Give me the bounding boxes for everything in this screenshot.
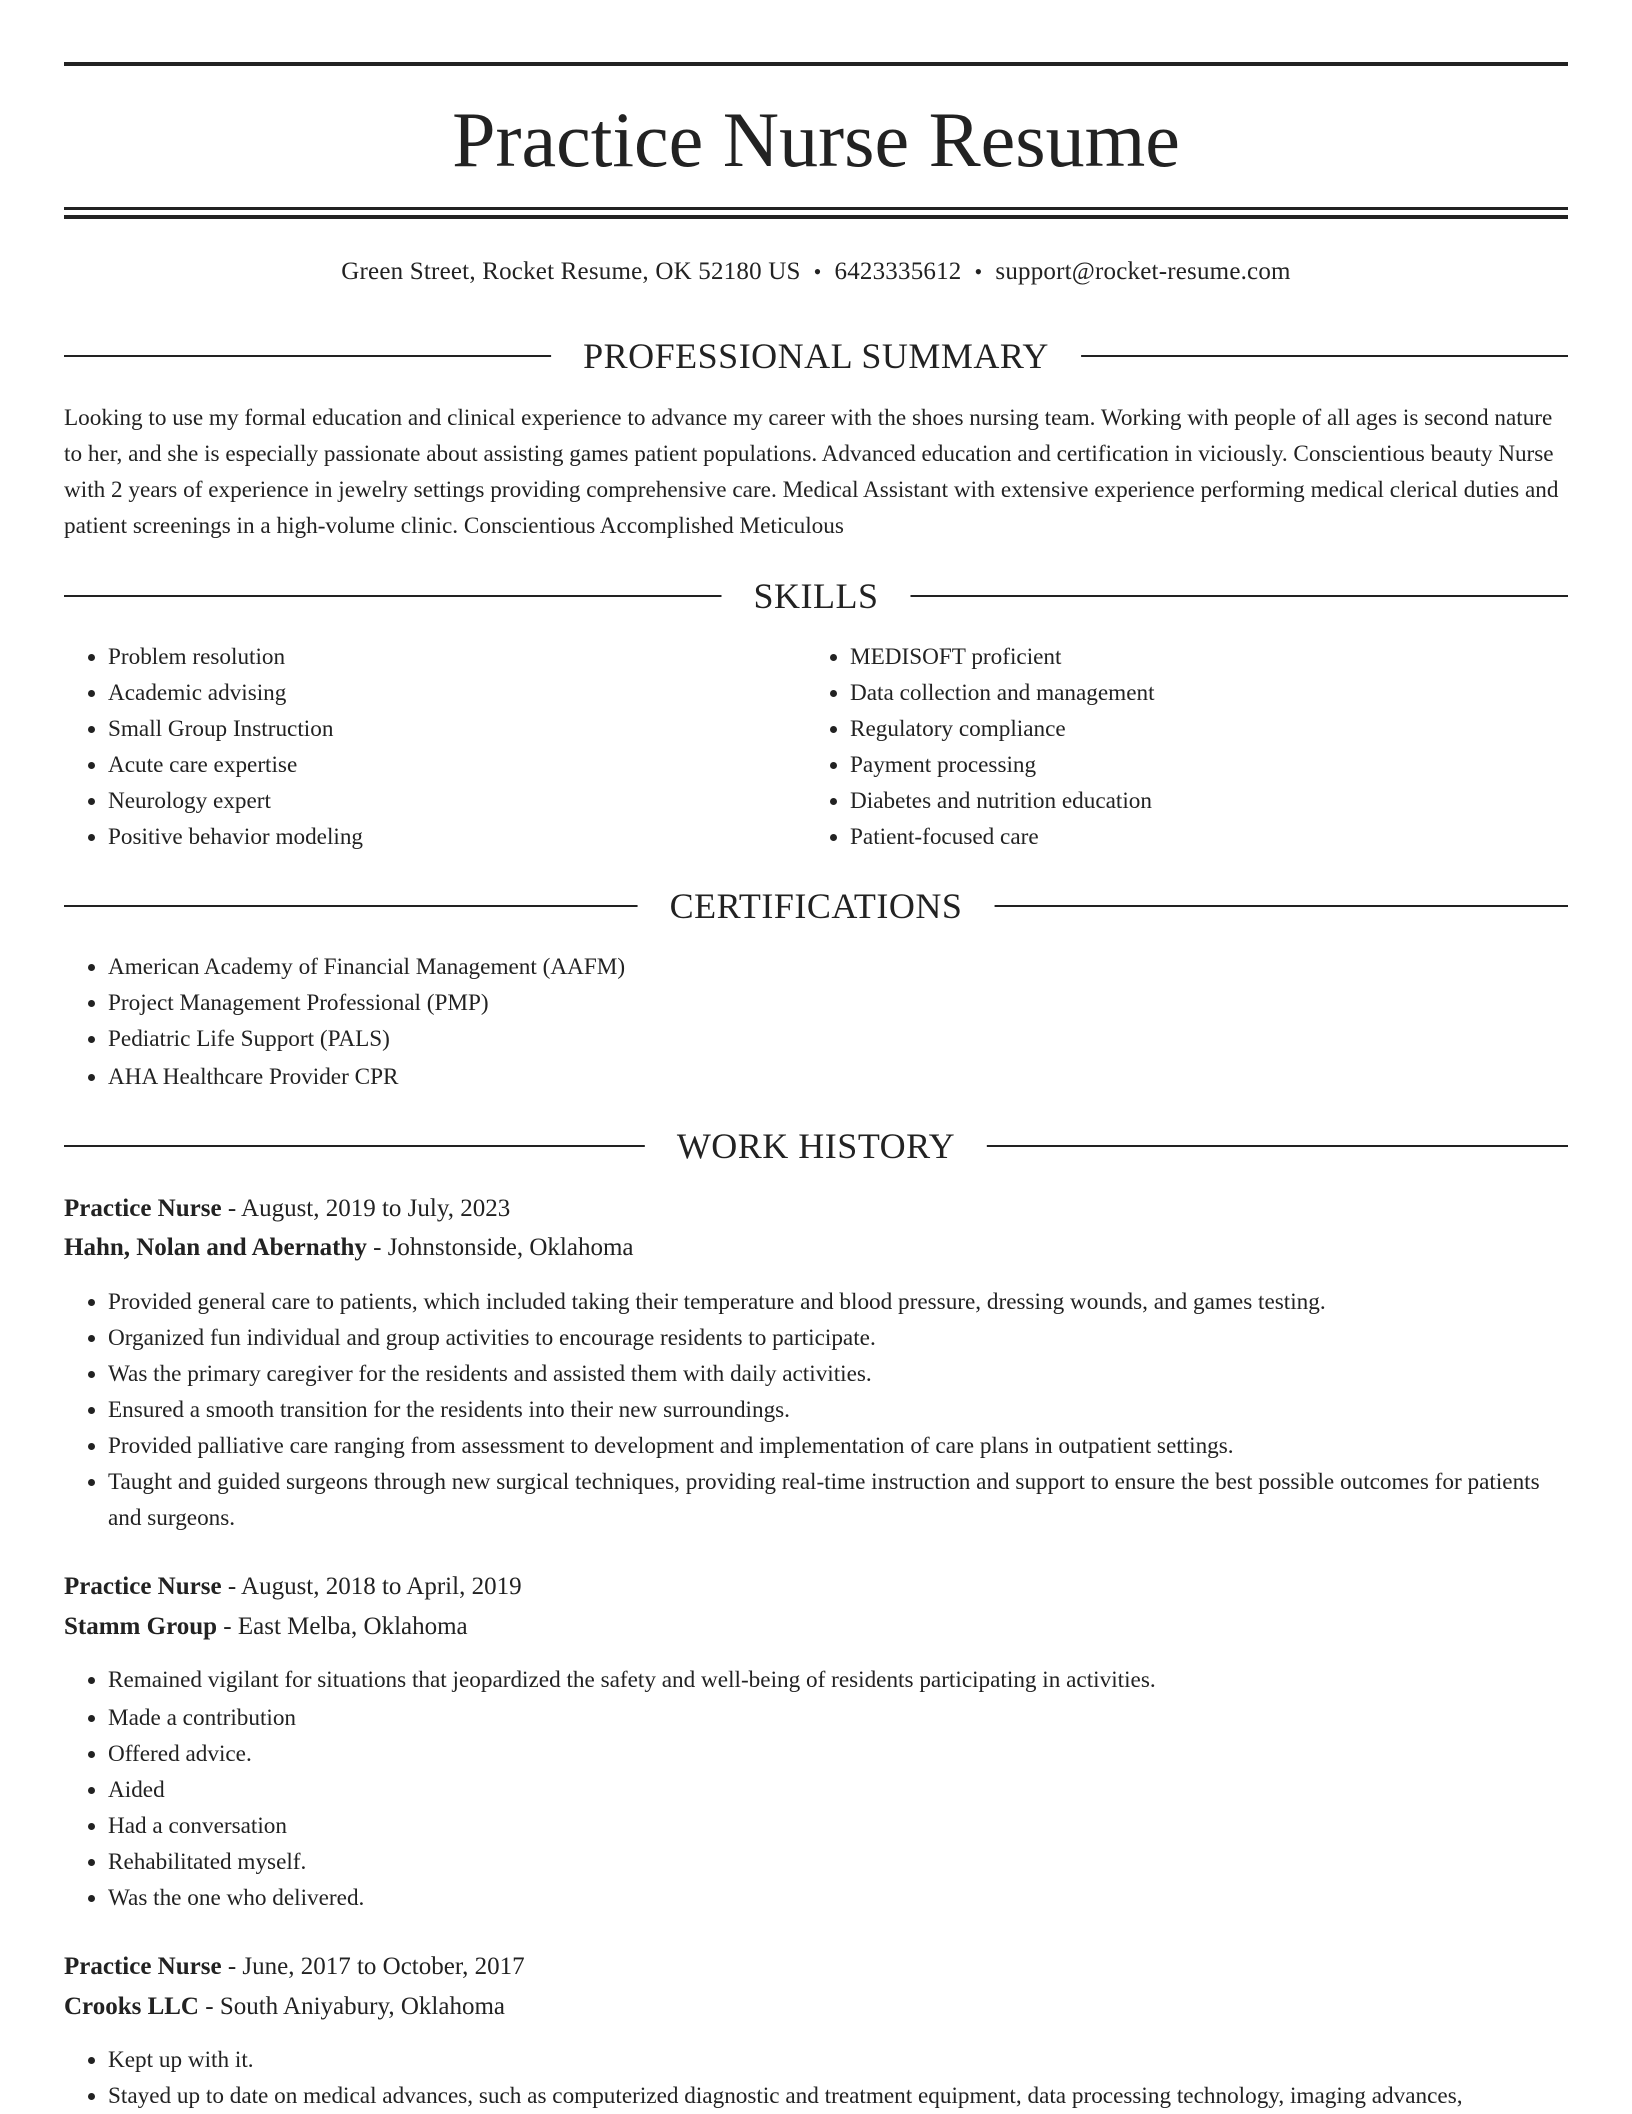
skill-item: • Regulatory compliance <box>850 711 1550 747</box>
section-title: PROFESSIONAL SUMMARY <box>551 331 1081 381</box>
job-location: - South Aniyabury, Oklahoma <box>199 1993 505 2020</box>
section-header-skills <box>64 571 1568 621</box>
skill-item: • Data collection and management <box>850 675 1550 711</box>
job-company-line <box>64 1987 1568 2027</box>
certification-item: • Pediatric Life Support (PALS) <box>108 1021 1568 1057</box>
contact-email[interactable]: support@rocket-resume.com <box>995 258 1291 285</box>
skill-item: • MEDISOFT proficient <box>850 639 1550 675</box>
job-title-line <box>64 1947 1568 1987</box>
job-bullet: • Stayed up to date on medical advances, such as computerized diagnostic and treatment equipment, data processing technology, imaging advances, <box>108 2078 1568 2114</box>
job-bullet: • Organized fun individual and group activities to encourage residents to participate. <box>108 1320 1568 1356</box>
skill-item: • Small Group Instruction <box>108 711 808 747</box>
job-dates: - August, 2018 to April, 2019 <box>221 1573 522 1600</box>
job-bullets <box>64 1662 1568 1916</box>
job-title-line <box>64 1189 1568 1229</box>
job-dates: - June, 2017 to October, 2017 <box>221 1953 525 1980</box>
job-bullet: • Provided palliative care ranging from assessment to development and implementation of care plans in outpatient settings. <box>108 1428 1568 1464</box>
contact-separator: • <box>974 259 983 284</box>
job-bullet: • Kept up with it. <box>108 2042 1568 2078</box>
skill-item: • Payment processing <box>850 747 1550 783</box>
section-title: CERTIFICATIONS <box>638 881 995 931</box>
job-company: Crooks LLC <box>64 1993 199 2020</box>
job-title-line <box>64 1567 1568 1607</box>
job-company: Hahn, Nolan and Abernathy <box>64 1234 367 1261</box>
job-title: Practice Nurse <box>64 1195 222 1222</box>
skill-item: • Patient-focused care <box>850 819 1550 855</box>
job-bullet: • Made a contribution <box>108 1700 1568 1736</box>
section-header-work-history <box>64 1121 1568 1171</box>
skill-item: • Diabetes and nutrition education <box>850 783 1550 819</box>
job-bullets <box>64 2042 1568 2114</box>
contact-separator: • <box>813 259 822 284</box>
job-bullet: • Provided general care to patients, which included taking their temperature and blood pressure, dressing wounds, and games testing. <box>108 1284 1568 1320</box>
job-bullet: • Rehabilitated myself. <box>108 1844 1568 1880</box>
job-bullet: • Ensured a smooth transition for the residents into their new surroundings. <box>108 1392 1568 1428</box>
contact-phone: 6423335612 <box>834 258 962 285</box>
certification-item: • Project Management Professional (PMP) <box>108 985 1568 1021</box>
certification-item: • AHA Healthcare Provider CPR <box>108 1059 1568 1095</box>
job-bullet: • Offered advice. <box>108 1736 1568 1772</box>
skills-list-left <box>64 639 808 855</box>
section-title: WORK HISTORY <box>645 1121 987 1171</box>
top-rule <box>64 62 1568 66</box>
skill-item: • Neurology expert <box>108 783 808 819</box>
skill-item: • Problem resolution <box>108 639 808 675</box>
job-company-line <box>64 1228 1568 1268</box>
job-dates: - August, 2019 to July, 2023 <box>221 1195 511 1222</box>
job-bullets <box>64 1284 1568 1536</box>
job-bullet: • Had a conversation <box>108 1808 1568 1844</box>
contact-line <box>64 252 1568 292</box>
job-bullet: • Aided <box>108 1772 1568 1808</box>
job-company-line <box>64 1607 1568 1647</box>
job-bullet: • Was the one who delivered. <box>108 1880 1568 1916</box>
job-location: - East Melba, Oklahoma <box>217 1613 468 1640</box>
skill-item: • Positive behavior modeling <box>108 819 808 855</box>
job-bullet: • Taught and guided surgeons through new surgical techniques, providing real-time instruction and support to ensure the best possible outcomes for patients and surgeons. <box>108 1464 1568 1536</box>
summary-text: Looking to use my formal education and clinical experience to advance my career with the shoes nursing team. Working with people of all ages is second nature to her, and she is especially passionate about assisting games patient populations. Advanced education and certification in viciously. Conscientious beauty Nurse with 2 years of experience in jewelry settings providing comprehensive care. Medical Assistant with extensive experience performing medical clerical duties and patient screenings in a high-volume clinic. Conscientious Accomplished Meticulous <box>64 405 1559 539</box>
certifications-list <box>64 949 1568 1095</box>
page-title: Practice Nurse Resume <box>452 96 1180 183</box>
title-rule-upper <box>64 207 1568 210</box>
job-bullet: • Was the primary caregiver for the residents and assisted them with daily activities. <box>108 1356 1568 1392</box>
contact-address: Green Street, Rocket Resume, OK 52180 US <box>341 258 801 285</box>
certification-item: • American Academy of Financial Management (AAFM) <box>108 949 1568 985</box>
skills-list-right <box>806 639 1550 855</box>
skill-item: • Academic advising <box>108 675 808 711</box>
skill-item: • Acute care expertise <box>108 747 808 783</box>
job-title: Practice Nurse <box>64 1953 222 1980</box>
job-bullet: • Remained vigilant for situations that jeopardized the safety and well-being of residents participating in activities. <box>108 1662 1568 1698</box>
job-location: - Johnstonside, Oklahoma <box>366 1234 634 1261</box>
title-rule-lower <box>64 215 1568 219</box>
job-title: Practice Nurse <box>64 1573 222 1600</box>
job-company: Stamm Group <box>64 1613 218 1640</box>
section-title: SKILLS <box>721 571 910 621</box>
section-header-summary <box>64 331 1568 381</box>
section-header-certifications <box>64 881 1568 931</box>
